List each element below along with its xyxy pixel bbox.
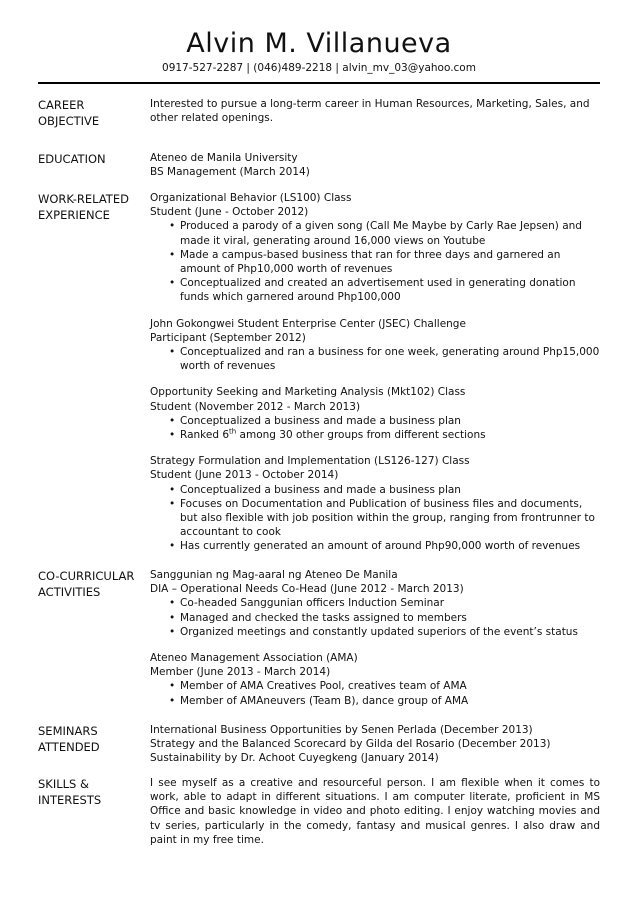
bullet-list xyxy=(150,345,600,373)
resume-name: Alvin M. Villanueva xyxy=(186,28,452,59)
entry-role: Student (November 2012 - March 2013) xyxy=(150,400,361,413)
section-label: CO-CURRICULAR ACTIVITIES xyxy=(38,569,135,599)
list-item: • Conceptualized and created an advertisement used in generating donation funds which garnered around Php100,000 xyxy=(180,276,600,304)
bullet-list xyxy=(150,219,600,304)
section-label: WORK-RELATED EXPERIENCE xyxy=(38,192,129,222)
entry-title: Organizational Behavior (LS100) Class xyxy=(150,192,352,204)
list-item: • Managed and checked the tasks assigned to members xyxy=(180,611,600,625)
contact-line: 0917-527-2287 | (046)489-2218 | alvin_mv_03@yahoo.com xyxy=(162,62,476,74)
section-content xyxy=(150,723,600,766)
list-item: • Made a campus-based business that ran for three days and garnered an amount of Php10,000 worth of revenues xyxy=(180,248,600,276)
list-item: • Produced a parody of a given song (Call Me Maybe by Carly Rae Jepsen) and made it viral, generating around 16,000 views on Youtube xyxy=(180,219,600,247)
section-label: SKILLS & INTERESTS xyxy=(38,777,102,807)
school-name: Ateneo de Manila University xyxy=(150,152,298,164)
entry-title: John Gokongwei Student Enterprise Center (JSEC) Challenge xyxy=(150,317,466,330)
section-content xyxy=(150,97,600,125)
list-item: • Focuses on Documentation and Publication of business files and documents, but also flexible with job position within the group, ranging from frontrunner to accountant to cook xyxy=(180,497,600,540)
list-item: • Member of AMA Creatives Pool, creatives team of AMA xyxy=(180,679,600,693)
list-item: • Has currently generated an amount of around Php90,000 worth of revenues xyxy=(180,539,600,553)
entry-role: Student (June 2013 - October 2014) xyxy=(150,469,339,482)
experience-entry xyxy=(150,385,600,442)
list-item: • Organized meetings and constantly updated superiors of the event’s status xyxy=(180,625,600,639)
list-item: • Co-headed Sanggunian officers Induction Seminar xyxy=(180,596,600,610)
bullet-list xyxy=(150,483,600,554)
entry-role: Student (June - October 2012) xyxy=(150,206,309,219)
skills-text: I see myself as a creative and resourceful person. I am flexible when it comes to work, able to adapt in different situations. I am computer literate, proficient in MS Office and basic knowledge in video and photo editing. I enjoy watching movies and tv series, particularly in the comedy, fantasy and musical genres. I also draw and paint in my free time. xyxy=(150,777,600,846)
list-item xyxy=(180,428,600,442)
list-item: • Conceptualized and ran a business for one week, generating around Php15,000 worth of revenues xyxy=(180,345,600,373)
list-item: • Conceptualized a business and made a business plan xyxy=(180,414,600,428)
list-item: • Conceptualized a business and made a business plan xyxy=(180,483,600,497)
section-label: SEMINARS ATTENDED xyxy=(38,724,100,754)
bullet-list xyxy=(150,679,600,707)
section-content xyxy=(150,776,600,847)
section-content xyxy=(150,568,600,720)
bullet-list xyxy=(150,414,600,442)
career-objective-text: Interested to pursue a long-term career in Human Resources, Marketing, Sales, and other related openings. xyxy=(150,98,590,125)
entry-title: Sanggunian ng Mag-aaral ng Ateneo De Manila xyxy=(150,569,398,581)
section-content xyxy=(150,191,600,566)
seminar-item: Sustainability by Dr. Achoot Cuyegkeng (January 2014) xyxy=(150,752,439,765)
section-label: CAREER OBJECTIVE xyxy=(38,98,100,128)
ranked-text: Ranked 6 xyxy=(180,429,230,442)
section-label: EDUCATION xyxy=(38,152,106,166)
seminar-item: Strategy and the Balanced Scorecard by Gilda del Rosario (December 2013) xyxy=(150,738,551,751)
section-content xyxy=(150,151,600,179)
activity-entry xyxy=(150,651,600,708)
experience-entry xyxy=(150,454,600,553)
entry-role: DIA – Operational Needs Co-Head (June 2012 - March 2013) xyxy=(150,583,464,596)
entry-role: Participant (September 2012) xyxy=(150,331,306,344)
ranked-suffix: th xyxy=(229,427,237,436)
experience-entry xyxy=(150,317,600,374)
activity-entry xyxy=(150,568,600,639)
header-divider xyxy=(38,82,600,84)
experience-entry xyxy=(150,191,600,305)
bullet-list xyxy=(150,596,600,639)
entry-role: Member (June 2013 - March 2014) xyxy=(150,666,331,679)
degree: BS Management (March 2014) xyxy=(150,166,310,179)
seminar-item: International Business Opportunities by Senen Perlada (December 2013) xyxy=(150,724,533,736)
ranked-text-rest: among 30 other groups from different sections xyxy=(236,429,486,442)
list-item: • Member of AMAneuvers (Team B), dance group of AMA xyxy=(180,694,600,708)
entry-title: Strategy Formulation and Implementation (LS126-127) Class xyxy=(150,455,470,468)
entry-title: Opportunity Seeking and Marketing Analysis (Mkt102) Class xyxy=(150,386,466,399)
entry-title: Ateneo Management Association (AMA) xyxy=(150,652,358,665)
